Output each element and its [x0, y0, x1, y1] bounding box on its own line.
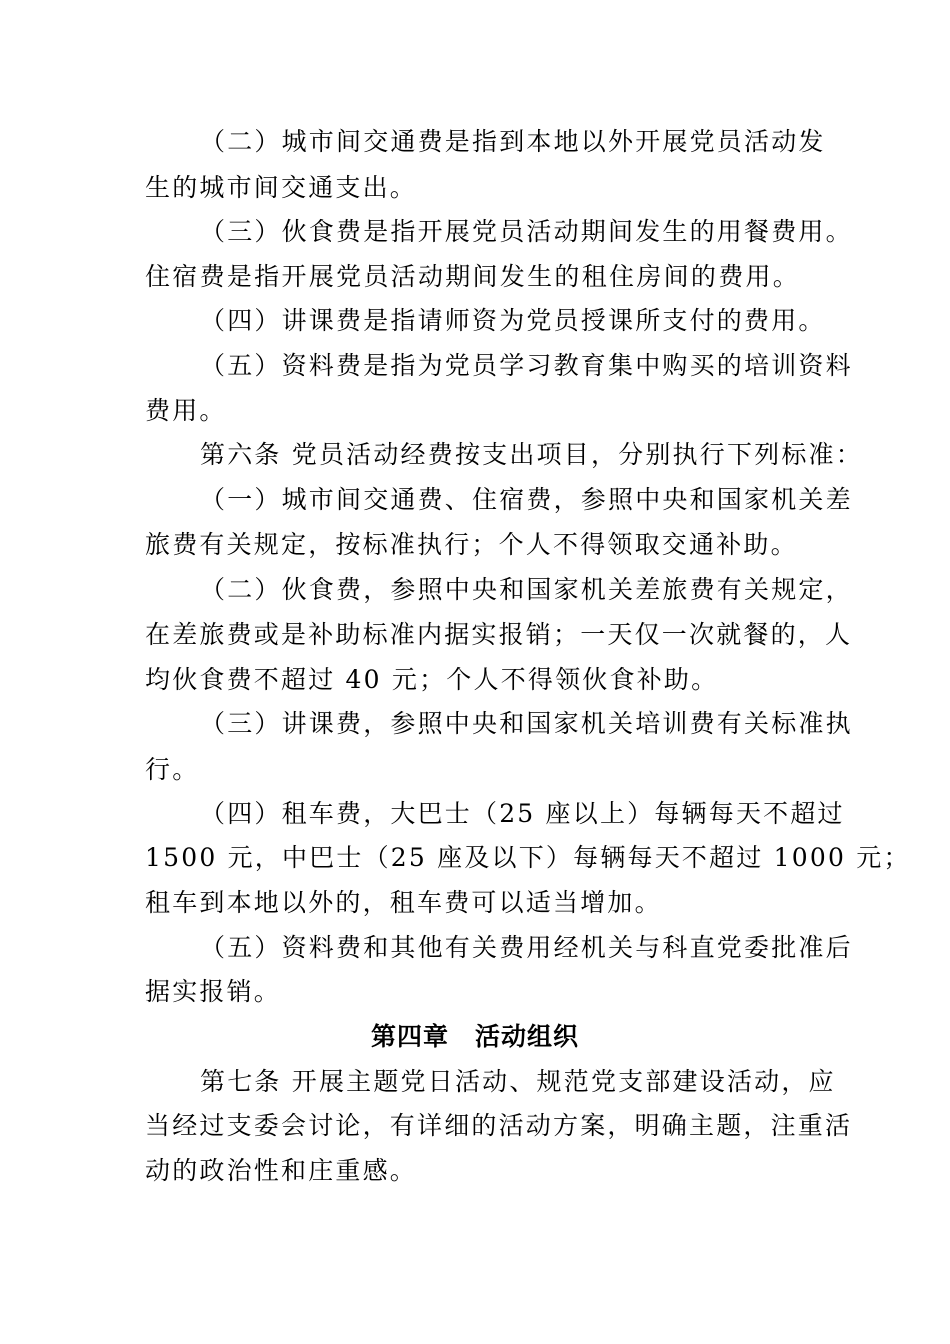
paragraph-line: （五）资料费是指为党员学习教育集中购买的培训资料 [200, 351, 853, 380]
paragraph-line: 1500 元，中巴士（25 座及以下）每辆每天不超过 1000 元； [145, 843, 911, 872]
paragraph-line: （三）伙食费是指开展党员活动期间发生的用餐费用。 [200, 217, 853, 246]
paragraph-line: 据实报销。 [145, 977, 282, 1006]
paragraph-line: （五）资料费和其他有关费用经机关与科直党委批准后 [200, 933, 853, 962]
paragraph-line: （三）讲课费，参照中央和国家机关培训费有关标准执 [200, 709, 853, 738]
paragraph-line: （二）城市间交通费是指到本地以外开展党员活动发 [200, 127, 826, 156]
paragraph-line: 均伙食费不超过 40 元；个人不得领伙食补助。 [145, 665, 719, 694]
paragraph-line: 费用。 [145, 396, 227, 425]
paragraph-line: （四）讲课费是指请师资为党员授课所支付的费用。 [200, 306, 826, 335]
paragraph-line: （二）伙食费，参照中央和国家机关差旅费有关规定， [200, 575, 853, 604]
chapter-heading: 第四章 活动组织 [370, 1022, 579, 1051]
paragraph-line: 旅费有关规定，按标准执行；个人不得领取交通补助。 [145, 530, 798, 559]
paragraph-line: 生的城市间交通支出。 [145, 173, 418, 202]
paragraph-line: 在差旅费或是补助标准内据实报销；一天仅一次就餐的，人 [145, 620, 853, 649]
paragraph-line: （四）租车费，大巴士（25 座以上）每辆每天不超过 [200, 799, 845, 828]
paragraph-line: 租车到本地以外的，租车费可以适当增加。 [145, 888, 662, 917]
paragraph-line: （一）城市间交通费、住宿费，参照中央和国家机关差 [200, 485, 853, 514]
paragraph-line: 第七条 开展主题党日活动、规范党支部建设活动，应 [200, 1067, 836, 1096]
paragraph-line: 第六条 党员活动经费按支出项目，分别执行下列标准： [200, 440, 863, 469]
paragraph-line: 当经过支委会讨论，有详细的活动方案，明确主题，注重活 [145, 1111, 853, 1140]
paragraph-line: 住宿费是指开展党员活动期间发生的租住房间的费用。 [145, 262, 800, 291]
paragraph-line: 行。 [145, 755, 200, 784]
paragraph-line: 动的政治性和庄重感。 [145, 1156, 418, 1185]
